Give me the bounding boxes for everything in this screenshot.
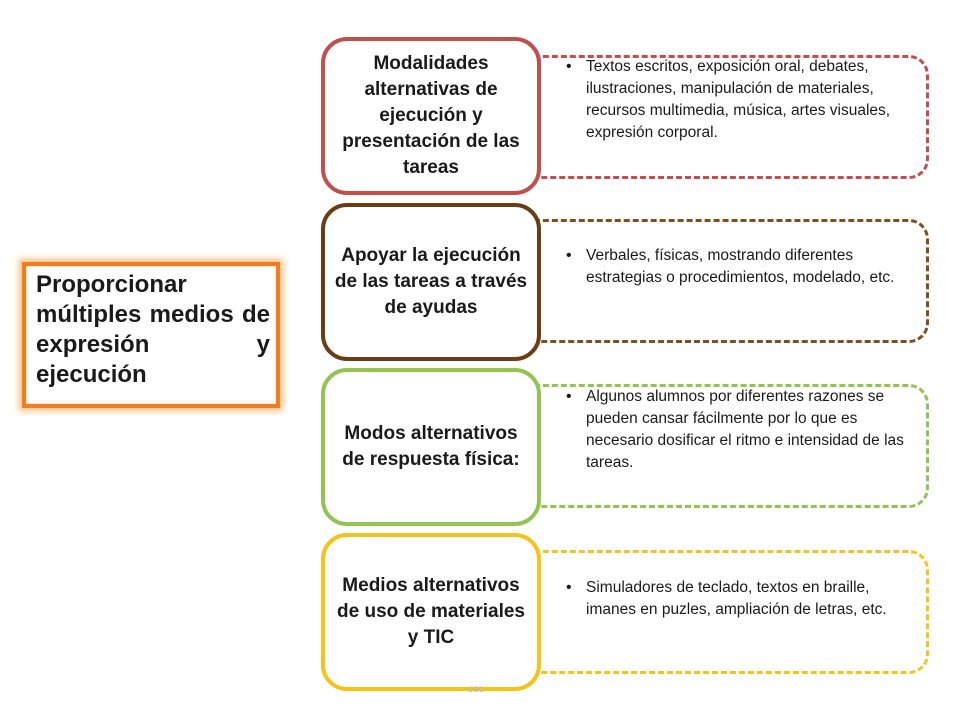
detail-item: [566, 245, 911, 289]
detail-text: Simuladores de teclado, textos en braille, imanes en puzles, ampliación de letras, etc.: [586, 579, 887, 618]
detail-item: [566, 56, 911, 144]
category-box-2: [321, 203, 541, 361]
detail-text: Algunos alumnos por diferentes razones se pueden cansar fácilmente por lo que es necesario dosificar el ritmo e intensidad de las tareas.: [586, 388, 904, 471]
detail-list-3: [566, 386, 911, 474]
detail-list-4: [566, 577, 911, 621]
category-title: Apoyar la ejecución de las tareas a través de ayudas: [334, 245, 528, 318]
category-title: Modos alternativos de respuesta física:: [342, 423, 520, 470]
category-title: Medios alternativos de uso de materiales y TIC: [337, 575, 525, 648]
category-box-3: [321, 368, 541, 526]
detail-item: [566, 386, 911, 474]
bullet-icon: •: [566, 247, 572, 264]
detail-text: Verbales, físicas, mostrando diferentes estrategias o procedimientos, modelado, etc.: [586, 247, 895, 286]
main-concept-box: [22, 262, 280, 408]
bullet-icon: •: [566, 388, 572, 405]
detail-item: [566, 577, 911, 621]
category-title: Modalidades alternativas de ejecución y presentación de las tareas: [342, 53, 520, 178]
detail-list-2: [566, 245, 911, 289]
bullet-icon: •: [566, 579, 572, 596]
detail-text: Textos escritos, exposición oral, debates, ilustraciones, manipulación de materiales, recursos multimedia, música, artes visuales, expresión corporal.: [586, 58, 891, 141]
watermark-text: coc: [468, 684, 484, 695]
bullet-icon: •: [566, 58, 572, 75]
category-box-1: [321, 37, 541, 195]
detail-list-1: [566, 56, 911, 144]
main-concept-title: Proporcionar múltiples medios de expresión y ejecución: [36, 271, 270, 388]
category-box-4: [321, 533, 541, 691]
